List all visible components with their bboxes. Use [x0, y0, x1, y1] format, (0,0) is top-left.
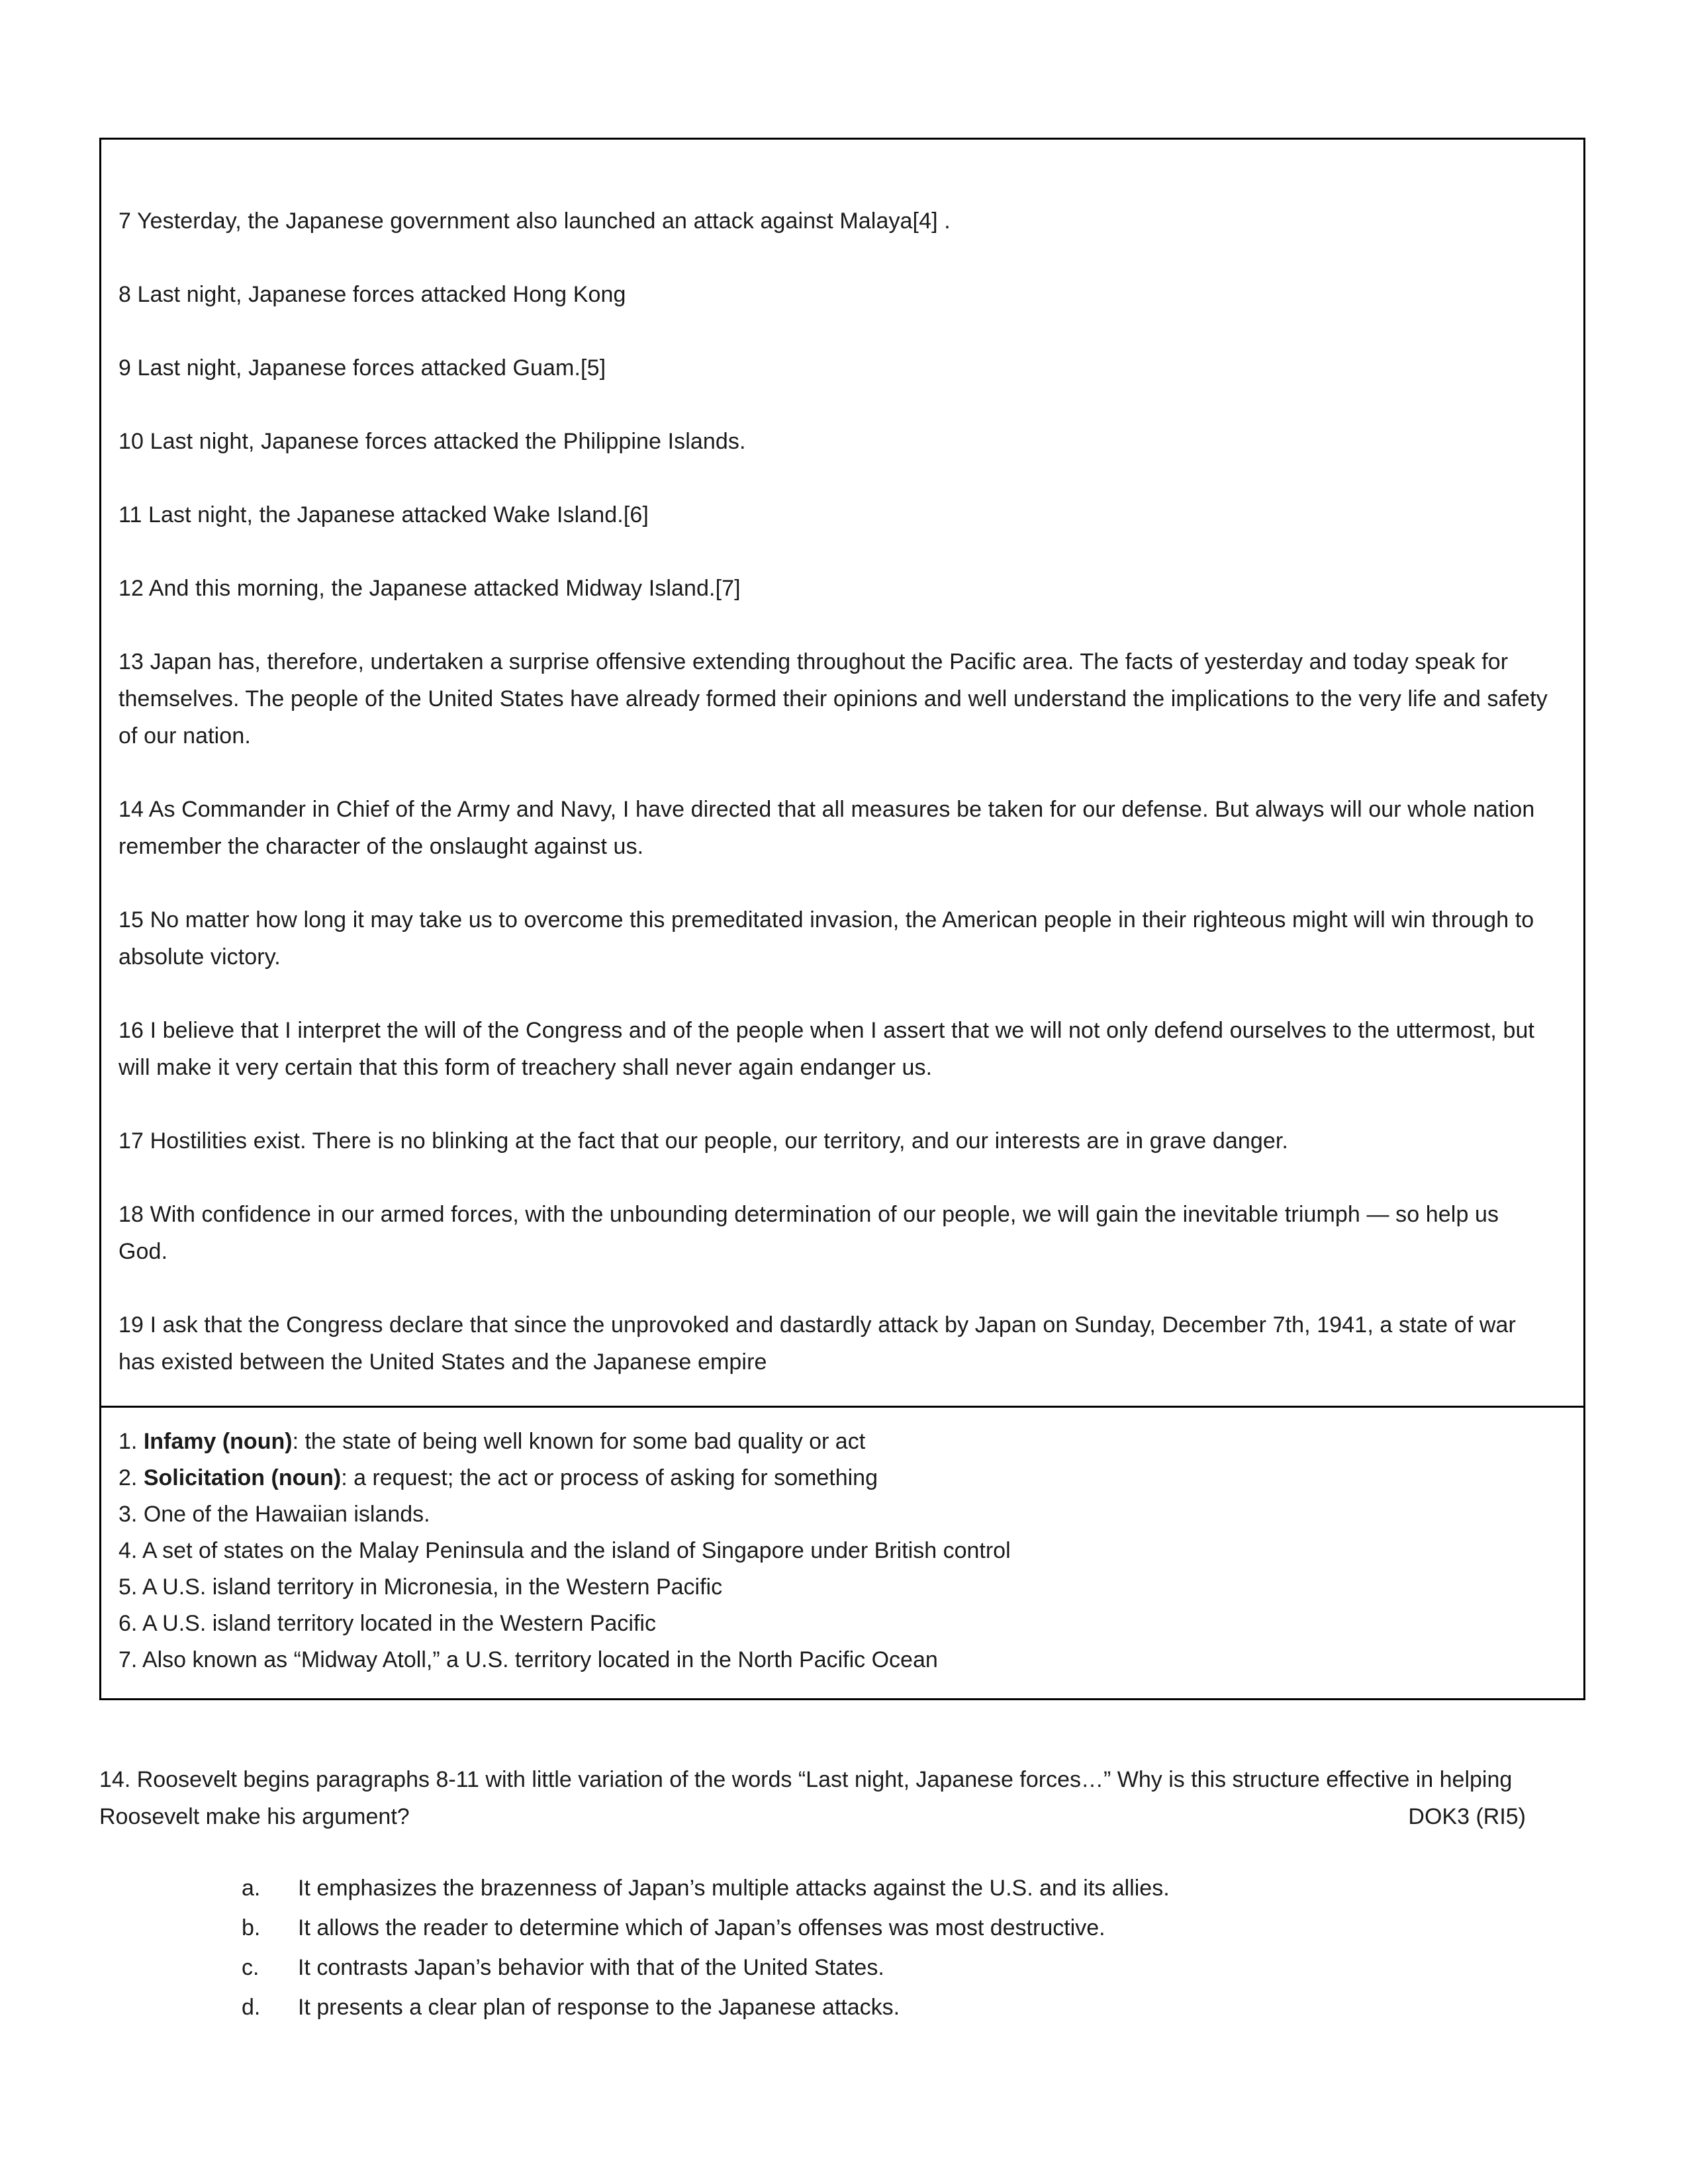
option-text: It contrasts Japan’s behavior with that of the United States.	[298, 1955, 884, 1980]
speech-paragraph: 9 Last night, Japanese forces attacked Guam.[5]	[118, 355, 606, 381]
speech-paragraph: 11 Last night, the Japanese attacked Wake Island.[6]	[118, 502, 649, 527]
question-text: 14. Roosevelt begins paragraphs 8-11 with little variation of the words “Last night, Japanese forces…” Why is this structure effective in helping Roosevelt make his argument?	[99, 1767, 1513, 1829]
footnote-number: 7.	[118, 1647, 142, 1672]
footnote-item	[118, 1496, 1554, 1533]
option-text: It allows the reader to determine which of Japan’s offenses was most destructive.	[298, 1915, 1105, 1940]
option-letter: c.	[242, 1955, 259, 1980]
footnote-definition: : a request; the act or process of asking for something	[341, 1465, 878, 1490]
speech-paragraph: 19 I ask that the Congress declare that since the unprovoked and dastardly attack by Japan on Sunday, December 7th, 1941, a state of war has existed between the United States and the Japanese empire	[118, 1312, 1516, 1375]
footnote-definition: Also known as “Midway Atoll,” a U.S. territory located in the North Pacific Ocean	[142, 1647, 938, 1672]
answer-option-a	[242, 1868, 1589, 1908]
footnote-item	[118, 1533, 1554, 1569]
footnote-definition: A U.S. island territory in Micronesia, in the Western Pacific	[142, 1574, 723, 1600]
speech-paragraph: 15 No matter how long it may take us to overcome this premeditated invasion, the American people in their righteous might will win through to absolute victory.	[118, 907, 1534, 970]
footnote-number: 3.	[118, 1502, 144, 1527]
footnote-number: 4.	[118, 1538, 142, 1563]
speech-paragraph: 14 As Commander in Chief of the Army and Navy, I have directed that all measures be taken for our defense. But always will our whole nation remember the character of the onslaught against us.	[118, 797, 1535, 859]
footnote-term: Solicitation (noun)	[143, 1465, 342, 1490]
footnote-item	[118, 1642, 1554, 1678]
answer-option-b	[242, 1908, 1589, 1948]
option-letter: d.	[242, 1995, 261, 2020]
footnote-definition: : the state of being well known for some bad quality or act	[292, 1429, 866, 1454]
footnote-item	[118, 1606, 1554, 1642]
answer-options	[99, 1868, 1589, 2027]
speech-paragraph: 18 With confidence in our armed forces, with the unbounding determination of our people, we will gain the inevitable triumph — so help us God.	[118, 1202, 1499, 1264]
footnote-definition: One of the Hawaiian islands.	[143, 1502, 430, 1527]
option-text: It presents a clear plan of response to the Japanese attacks.	[298, 1995, 900, 2020]
dok-label: DOK3 (RI5)	[1408, 1804, 1526, 1829]
question-14	[99, 1761, 1585, 1835]
option-letter: a.	[242, 1876, 261, 1901]
footnote-item	[118, 1569, 1554, 1606]
speech-paragraph: 7 Yesterday, the Japanese government also launched an attack against Malaya[4] .	[118, 208, 951, 234]
speech-paragraph: 10 Last night, Japanese forces attacked the Philippine Islands.	[118, 429, 746, 454]
speech-text-section	[101, 140, 1583, 1406]
footnote-number: 6.	[118, 1611, 142, 1636]
answer-option-c	[242, 1948, 1589, 1987]
speech-paragraph: 12 And this morning, the Japanese attacked Midway Island.[7]	[118, 576, 741, 601]
speech-excerpt-box	[99, 138, 1585, 1700]
footnote-item	[118, 1460, 1554, 1496]
speech-paragraph: 16 I believe that I interpret the will of the Congress and of the people when I assert that we will not only defend ourselves to the uttermost, but will make it very certain that this form of treachery shall never again endanger us.	[118, 1018, 1535, 1080]
footnote-item	[118, 1424, 1554, 1460]
option-text: It emphasizes the brazenness of Japan’s multiple attacks against the U.S. and its allies.	[298, 1876, 1170, 1901]
speech-paragraph: 13 Japan has, therefore, undertaken a surprise offensive extending throughout the Pacific area. The facts of yesterday and today speak for themselves. The people of the United States have already formed their opinions and well understand the implications to the very life and safety of our nation.	[118, 649, 1548, 749]
footnote-definition: A U.S. island territory located in the Western Pacific	[142, 1611, 656, 1636]
answer-option-d	[242, 1987, 1589, 2027]
footnote-definition: A set of states on the Malay Peninsula and the island of Singapore under British control	[142, 1538, 1011, 1563]
footnotes-section	[101, 1406, 1583, 1698]
speech-paragraph: 17 Hostilities exist. There is no blinking at the fact that our people, our territory, and our interests are in grave danger.	[118, 1128, 1288, 1154]
footnote-number: 1.	[118, 1429, 144, 1454]
speech-paragraph: 8 Last night, Japanese forces attacked Hong Kong	[118, 282, 626, 307]
option-letter: b.	[242, 1915, 261, 1940]
footnote-term: Infamy (noun)	[143, 1429, 293, 1454]
footnote-number: 2.	[118, 1465, 144, 1490]
footnote-number: 5.	[118, 1574, 142, 1600]
